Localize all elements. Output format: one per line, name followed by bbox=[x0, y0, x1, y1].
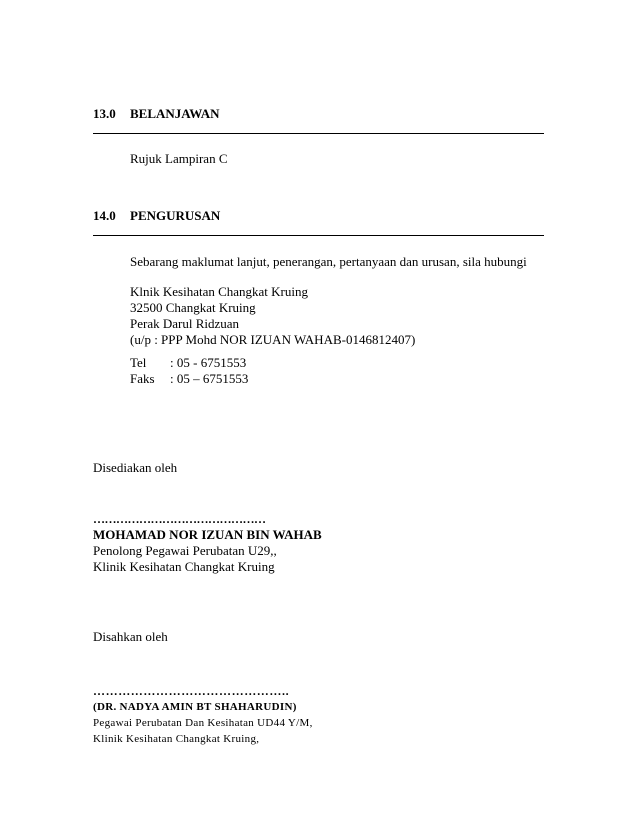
section-13-number: 13.0 bbox=[93, 106, 116, 121]
prepared-organization: Klinik Kesihatan Changkat Kruing bbox=[93, 559, 275, 574]
approved-signature-dots: ……………………………………….. bbox=[93, 684, 290, 698]
section-14-intro: Sebarang maklumat lanjut, penerangan, pertanyaan dan urusan, sila hubungi bbox=[130, 254, 527, 269]
section-13-body: Rujuk Lampiran C bbox=[130, 151, 228, 166]
address-line-4: (u/p : PPP Mohd NOR IZUAN WAHAB-0146812407) bbox=[130, 332, 416, 347]
prepared-signature-dots: ……………………………………… bbox=[93, 512, 266, 526]
contact-tel-label: Tel bbox=[130, 355, 147, 370]
address-line-1: Klnik Kesihatan Changkat Kruing bbox=[130, 284, 308, 299]
section-13-title: BELANJAWAN bbox=[130, 106, 220, 121]
contact-tel-value: : 05 - 6751553 bbox=[170, 355, 247, 370]
prepared-position: Penolong Pegawai Perubatan U29,, bbox=[93, 543, 277, 558]
contact-fax-label: Faks bbox=[130, 371, 155, 386]
approved-name: (DR. NADYA AMIN BT SHAHARUDIN) bbox=[93, 701, 297, 713]
address-line-3: Perak Darul Ridzuan bbox=[130, 316, 240, 331]
approved-organization: Klinik Kesihatan Changkat Kruing, bbox=[93, 733, 260, 745]
address-line-2: 32500 Changkat Kruing bbox=[130, 300, 256, 315]
section-13-rule bbox=[93, 133, 544, 134]
section-14-number: 14.0 bbox=[93, 208, 116, 223]
prepared-name: MOHAMAD NOR IZUAN BIN WAHAB bbox=[93, 527, 322, 542]
approved-position: Pegawai Perubatan Dan Kesihatan UD44 Y/M, bbox=[93, 717, 313, 729]
section-14-rule bbox=[93, 235, 544, 236]
contact-fax-value: : 05 – 6751553 bbox=[170, 371, 249, 386]
section-14-title: PENGURUSAN bbox=[130, 208, 221, 223]
contact-tel bbox=[130, 355, 246, 371]
approved-label: Disahkan oleh bbox=[93, 629, 168, 644]
contact-fax bbox=[130, 371, 248, 387]
prepared-label: Disediakan oleh bbox=[93, 460, 178, 475]
